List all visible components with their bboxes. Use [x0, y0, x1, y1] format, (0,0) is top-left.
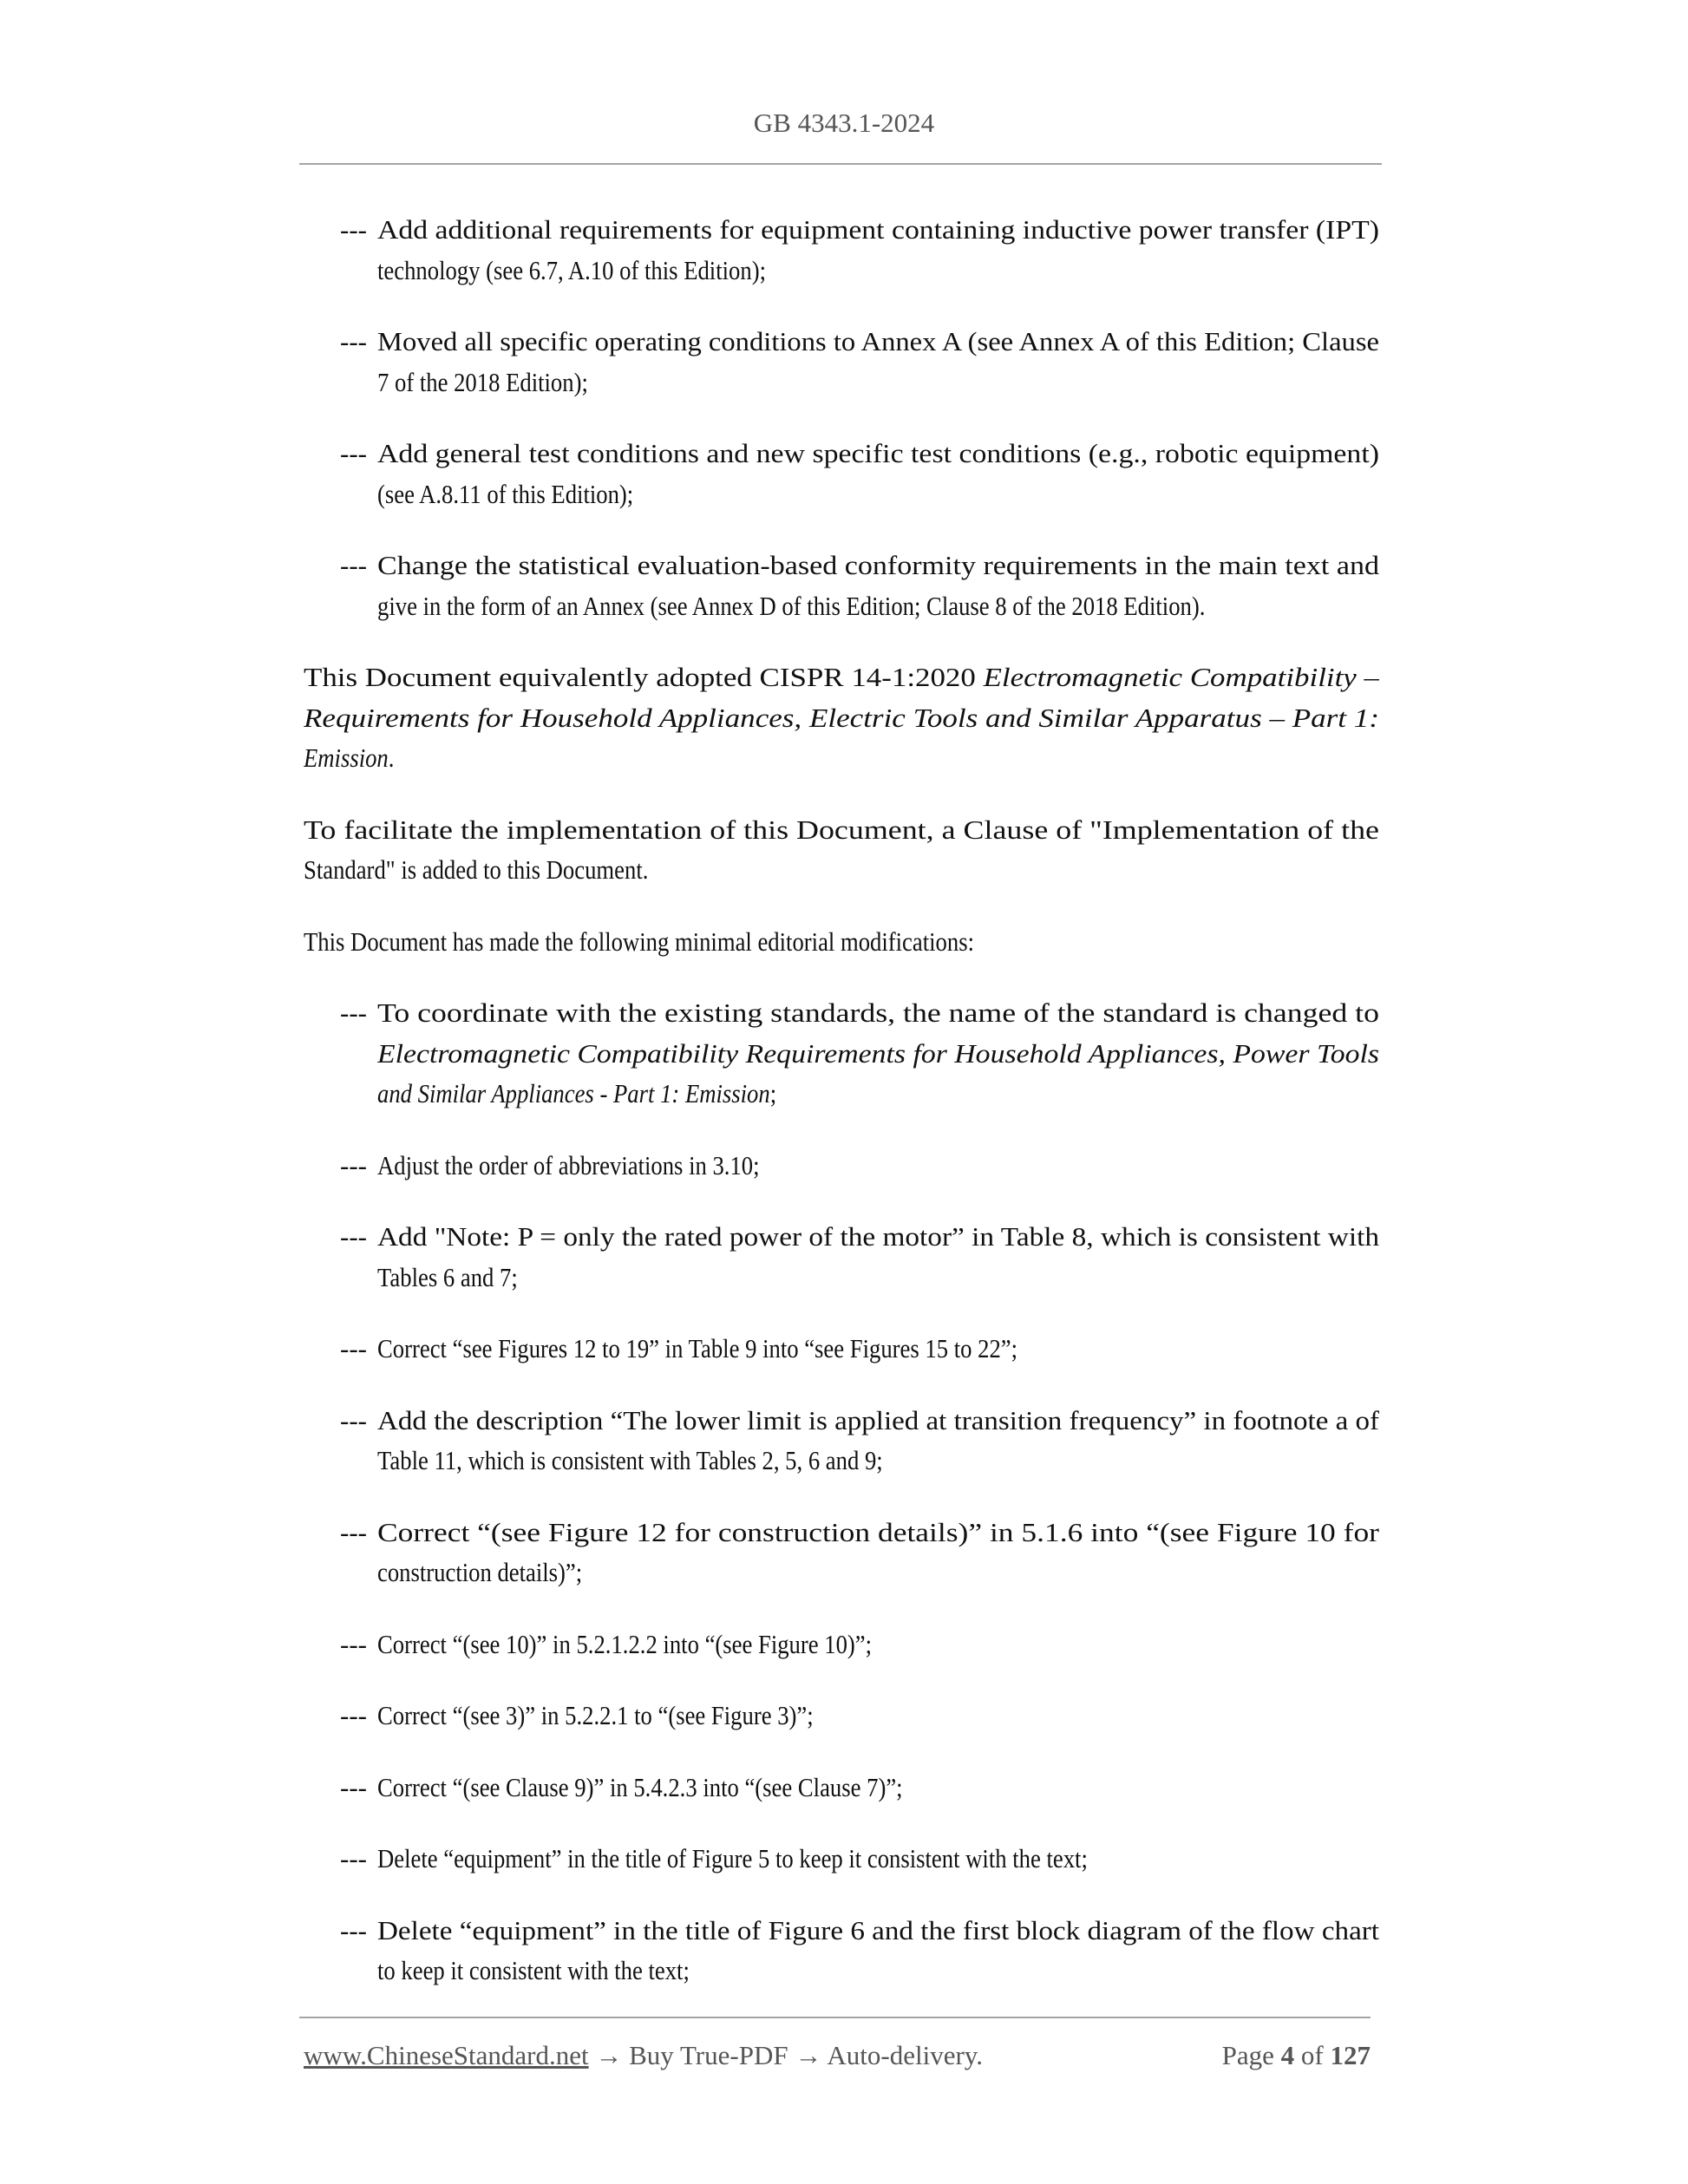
of-label: of — [1300, 2040, 1324, 2070]
page-number: 4 — [1280, 2040, 1295, 2070]
text-segment: ; — [769, 1078, 777, 1108]
text-segment: . — [388, 742, 395, 773]
text-line — [377, 1441, 883, 1481]
dash-bullet: --- — [340, 997, 367, 1028]
text-line — [377, 1513, 1379, 1553]
dash-bullet: --- — [340, 1843, 367, 1873]
dash-bullet: --- — [340, 1771, 367, 1802]
document-body — [304, 210, 1379, 2023]
dash-bullet: --- — [340, 1628, 367, 1659]
page-footer — [304, 2040, 1371, 2071]
text-line — [377, 1258, 518, 1298]
italic-text: Emission — [304, 742, 389, 773]
dash-bullet: --- — [340, 438, 367, 468]
text-line — [377, 1839, 1088, 1880]
text-line — [304, 738, 394, 779]
dash-bullet: --- — [340, 1149, 367, 1180]
website-link[interactable]: www.ChineseStandard.net — [304, 2040, 589, 2070]
text-line — [377, 1329, 1017, 1370]
list-item — [304, 1217, 1379, 1298]
dash-bullet: --- — [340, 1333, 367, 1363]
footer-divider — [299, 2017, 1371, 2018]
dash-bullet: --- — [340, 326, 367, 356]
text-segment: Correct “(see Figure 12 for construction details)” in 5.1.6 into “(see Figure 10 for — [377, 1516, 1379, 1547]
text-line — [304, 657, 1379, 698]
text-segment: Delete “equipment” in the title of Figure 6 and the first block diagram of the flow chart — [377, 1914, 1379, 1945]
italic-text: Requirements for Household Appliances, Electric Tools and Similar Apparatus – Part 1: — [304, 702, 1379, 733]
dash-bullet: --- — [340, 1700, 367, 1730]
text-segment: Delete “equipment” in the title of Figure 5 to keep it consistent with the text; — [377, 1843, 1088, 1873]
text-line — [377, 1768, 903, 1808]
text-line — [304, 698, 1379, 739]
text-line — [377, 251, 766, 291]
text-line — [377, 1553, 582, 1593]
list-item — [304, 993, 1379, 1115]
text-segment: Add general test conditions and new specific test conditions (e.g., robotic equipment) — [377, 438, 1379, 468]
text-line — [377, 363, 588, 403]
text-segment: To facilitate the implementation of this Document, a Clause of "Implementation of the — [304, 814, 1379, 845]
text-segment: Moved all specific operating conditions to Annex A (see Annex A of this Edition; Clause — [377, 326, 1379, 356]
text-segment: To coordinate with the existing standards, the name of the standard is changed to — [377, 997, 1379, 1028]
text-line — [377, 1625, 872, 1665]
text-segment: technology (see 6.7, A.10 of this Edition); — [377, 254, 766, 285]
dash-bullet: --- — [340, 1404, 367, 1435]
text-segment: Correct “(see 10)” in 5.2.1.2.2 into “(see Figure 10)”; — [377, 1628, 873, 1659]
page-label: Page — [1221, 2040, 1274, 2070]
text-segment: Correct “see Figures 12 to 19” in Table 9 into “see Figures 15 to 22”; — [377, 1333, 1018, 1363]
text-segment: Adjust the order of abbreviations in 3.10; — [377, 1149, 760, 1180]
dash-bullet: --- — [340, 550, 367, 580]
text-line — [377, 993, 1379, 1034]
text-segment: Correct “(see Clause 9)” in 5.4.2.3 into “(see Clause 7)”; — [377, 1771, 903, 1802]
dash-bullet: --- — [340, 214, 367, 245]
text-line — [304, 850, 648, 891]
buy-true-pdf-text: Buy True-PDF — [629, 2040, 788, 2070]
text-segment: Add "Note: P = only the rated power of the motor” in Table 8, which is consistent with — [377, 1221, 1379, 1252]
dash-bullet: --- — [340, 1221, 367, 1252]
text-segment: construction details)”; — [377, 1557, 583, 1587]
text-line — [377, 546, 1379, 586]
text-segment: Add the description “The lower limit is applied at transition frequency” in footnote a of — [377, 1404, 1379, 1435]
list-item — [304, 434, 1379, 514]
text-line — [377, 1911, 1379, 1952]
dash-bullet: --- — [340, 1914, 367, 1945]
paragraph — [304, 922, 1379, 963]
text-line — [377, 1034, 1379, 1075]
text-segment: Standard" is added to this Document. — [304, 854, 649, 885]
dash-bullet: --- — [340, 1516, 367, 1547]
list-item — [304, 210, 1379, 291]
text-line — [377, 1401, 1379, 1442]
arrow-icon: → — [595, 2040, 623, 2070]
list-item — [304, 1329, 1379, 1370]
header-divider — [299, 163, 1382, 165]
page-total: 127 — [1330, 2040, 1371, 2070]
arrow-icon: → — [795, 2040, 822, 2070]
list-item — [304, 1696, 1379, 1736]
text-line — [377, 586, 1205, 627]
text-segment: Tables 6 and 7; — [377, 1261, 518, 1292]
list-item — [304, 322, 1379, 402]
text-segment: 7 of the 2018 Edition); — [377, 366, 588, 397]
list-item — [304, 1839, 1379, 1880]
italic-text: Electromagnetic Compatibility – — [983, 662, 1379, 692]
list-item — [304, 1625, 1379, 1665]
text-segment: Correct “(see 3)” in 5.2.2.1 to “(see Figure 3)”; — [377, 1700, 814, 1730]
paragraph — [304, 810, 1379, 891]
text-line — [304, 922, 974, 963]
page-indicator — [1222, 2040, 1371, 2071]
auto-delivery-text: Auto-delivery. — [827, 2040, 984, 2070]
text-segment: give in the form of an Annex (see Annex D of this Edition; Clause 8 of the 2018 Edition). — [377, 590, 1206, 621]
text-segment: Table 11, which is consistent with Tables 2, 5, 6 and 9; — [377, 1445, 883, 1475]
text-line — [304, 810, 1379, 851]
text-line — [377, 1951, 690, 1991]
italic-text: Electromagnetic Compatibility Requirements for Household Appliances, Power Tools — [377, 1037, 1379, 1069]
text-segment: Add additional requirements for equipment containing inductive power transfer (IPT) — [377, 214, 1379, 245]
text-segment: (see A.8.11 of this Edition); — [377, 478, 634, 509]
list-item — [304, 1911, 1379, 1991]
text-segment: This Document has made the following minimal editorial modifications: — [304, 925, 974, 957]
text-line — [377, 1074, 776, 1115]
text-line — [377, 322, 1379, 363]
list-item — [304, 546, 1379, 626]
document-header-title: GB 4343.1-2024 — [753, 108, 935, 138]
text-line — [377, 1696, 814, 1736]
text-line — [377, 210, 1379, 251]
list-item — [304, 1401, 1379, 1481]
text-segment: This Document equivalently adopted CISPR 14-1:2020 — [304, 662, 984, 692]
list-item — [304, 1513, 1379, 1593]
text-segment: to keep it consistent with the text; — [377, 1955, 690, 1985]
paragraph — [304, 657, 1379, 779]
text-line — [377, 1217, 1379, 1258]
list-item — [304, 1768, 1379, 1808]
text-segment: Change the statistical evaluation-based conformity requirements in the main text and — [377, 550, 1379, 580]
italic-text: and Similar Appliances - Part 1: Emission — [377, 1078, 770, 1108]
text-line — [377, 474, 633, 515]
text-line — [377, 434, 1379, 474]
list-item — [304, 1146, 1379, 1187]
text-line — [377, 1146, 760, 1187]
